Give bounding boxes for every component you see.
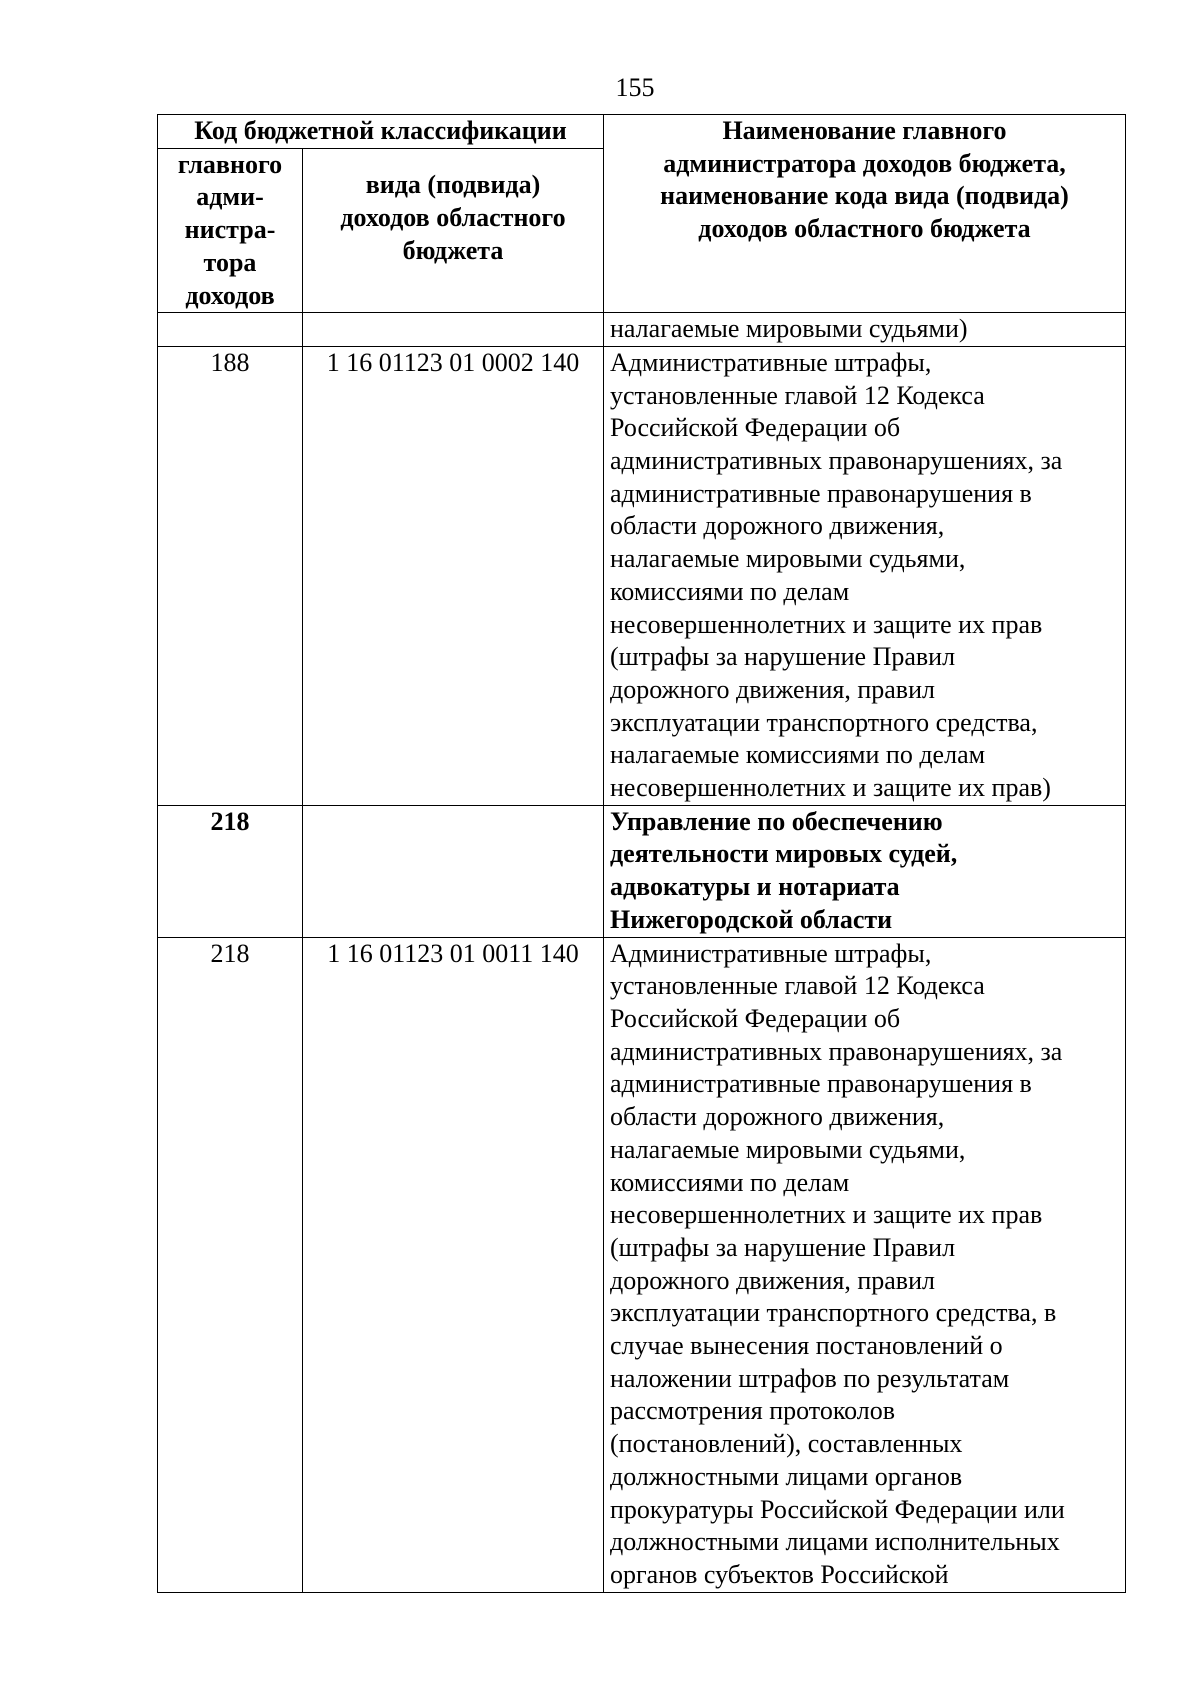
income-type-code-cell: 1 16 01123 01 0002 140: [303, 346, 604, 805]
name-line: комиссиями по делам: [610, 1167, 850, 1197]
name-line: Нижегородской области: [610, 904, 893, 934]
name-line: рассмотрения протоколов: [610, 1396, 896, 1426]
header-name-line: Наименование главного: [722, 116, 1007, 145]
header-admin-line: адми-: [196, 182, 264, 212]
header-code-line: вида (подвида): [365, 170, 541, 200]
income-type-code-cell: [303, 805, 604, 937]
header-admin-line: доходов: [185, 280, 275, 310]
header-admin-line: главного: [177, 149, 283, 179]
income-type-code-cell: 1 16 01123 01 0011 140: [303, 937, 604, 1592]
name-line: административные правонарушения в: [610, 478, 1032, 508]
name-line: Административные штрафы,: [610, 938, 932, 968]
header-admin-line: нистра-: [184, 215, 276, 245]
name-line: эксплуатации транспортного средства,: [610, 707, 1038, 737]
budget-classification-table: [157, 114, 1126, 1593]
name-line: административных правонарушениях, за: [610, 446, 1063, 476]
header-code-line: доходов областного: [340, 203, 566, 233]
name-line: налагаемые мировыми судьями,: [610, 1134, 966, 1164]
name-line: дорожного движения, правил: [610, 674, 935, 704]
name-line: (штрафы за нарушение Правил: [610, 642, 956, 672]
name-line: дорожного движения, правил: [610, 1265, 935, 1295]
name-line: области дорожного движения,: [610, 1102, 945, 1132]
name-line: случае вынесения постановлений о: [610, 1331, 1003, 1361]
name-line: (постановлений), составленных: [610, 1429, 963, 1459]
admin-code-cell: [158, 313, 303, 347]
name-line: несовершеннолетних и защите их прав: [610, 1200, 1043, 1230]
header-name-line: наименование кода вида (подвида): [660, 181, 1069, 211]
name-line: административных правонарушениях, за: [610, 1036, 1063, 1066]
name-line: Административные штрафы,: [610, 347, 932, 377]
name-line: органов субъектов Российской: [610, 1559, 949, 1589]
name-line: области дорожного движения,: [610, 511, 945, 541]
name-line: Управление по обеспечению: [610, 806, 943, 836]
name-line: (штрафы за нарушение Правил: [610, 1232, 956, 1262]
name-line: прокуратуры Российской Федерации или: [610, 1494, 1065, 1524]
name-line: установленные главой 12 Кодекса: [610, 971, 985, 1001]
page-number: 155: [615, 73, 655, 102]
name-line: установленные главой 12 Кодекса: [610, 380, 985, 410]
admin-code-cell: 218: [158, 937, 303, 1592]
name-line: Российской Федерации об: [610, 413, 901, 443]
name-line: налагаемые мировыми судьями,: [610, 544, 966, 574]
table-row: [158, 805, 1126, 937]
name-line: деятельности мировых судей,: [610, 839, 958, 869]
admin-code-cell: 218: [158, 805, 303, 937]
name-cell: [604, 313, 1126, 347]
name-line: должностными лицами органов: [610, 1461, 963, 1491]
name-line: несовершеннолетних и защите их прав): [610, 773, 1051, 803]
header-name-line: администратора доходов бюджета,: [663, 148, 1066, 178]
table-row: [158, 346, 1126, 805]
name-line: Российской Федерации об: [610, 1003, 901, 1033]
header-name-column: [604, 115, 1126, 313]
name-line: наложении штрафов по результатам: [610, 1363, 1010, 1393]
name-line: должностными лицами исполнительных: [610, 1527, 1060, 1557]
header-admin-line: тора: [203, 247, 257, 277]
header-code-line: бюджета: [402, 235, 504, 265]
name-cell: [604, 346, 1126, 805]
admin-code-cell: 188: [158, 346, 303, 805]
name-cell: [604, 937, 1126, 1592]
name-line: адвокатуры и нотариата: [610, 872, 900, 902]
table-row: [158, 313, 1126, 347]
name-line: административные правонарушения в: [610, 1069, 1032, 1099]
name-line: комиссиями по делам: [610, 576, 850, 606]
table-row: [158, 937, 1126, 1592]
name-line: эксплуатации транспортного средства, в: [610, 1298, 1057, 1328]
name-cell: [604, 805, 1126, 937]
name-line: несовершеннолетних и защите их прав: [610, 609, 1043, 639]
header-name-line: доходов областного бюджета: [698, 214, 1031, 244]
header-code-column: [303, 148, 604, 313]
name-line: налагаемые комиссиями по делам: [610, 740, 986, 770]
header-budget-code-group: Код бюджетной классификации: [158, 115, 604, 149]
header-admin-column: [158, 148, 303, 313]
income-type-code-cell: [303, 313, 604, 347]
name-line: налагаемые мировыми судьями): [610, 314, 968, 344]
